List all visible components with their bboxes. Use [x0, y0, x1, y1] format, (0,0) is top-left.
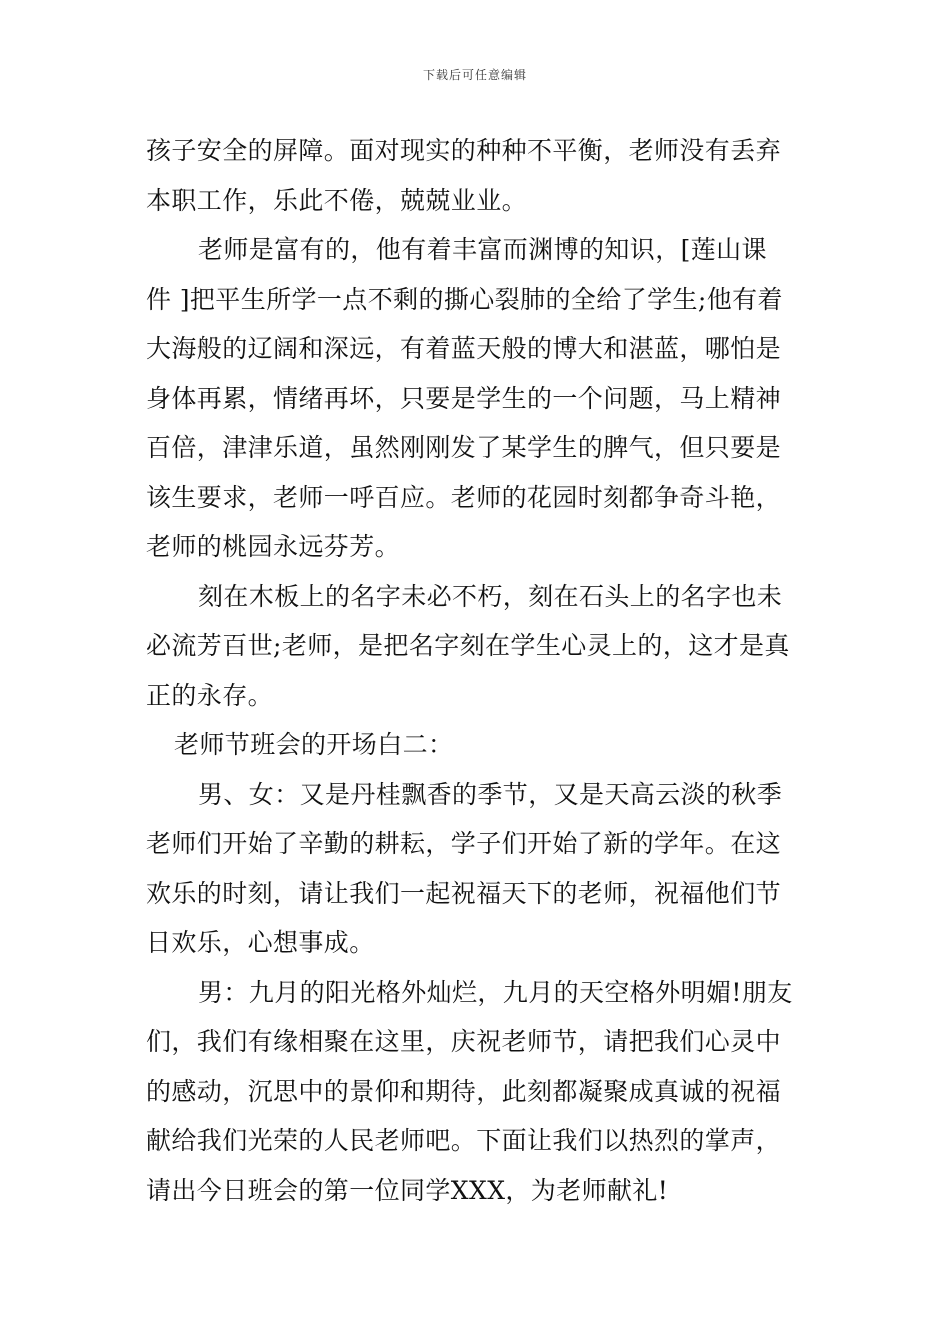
- text-line: 的感动，沉思中的景仰和期待，此刻都凝聚成真诚的祝福: [146, 1076, 782, 1106]
- text-line: 们，我们有缘相聚在这里，庆祝老师节，请把我们心灵中: [146, 1027, 782, 1056]
- text-line: 请出今日班会的第一位同学XXX，为老师献礼!: [146, 1175, 669, 1205]
- text-line: 件 ]把平生所学一点不剩的撕心裂肺的全给了学生;他有着: [146, 284, 783, 314]
- section-heading-line: 老师节班会的开场白二：: [174, 730, 454, 759]
- document-body: [146, 126, 808, 1215]
- text-line: 大海般的辽阔和深远，有着蓝天般的博大和湛蓝，哪怕是: [146, 334, 782, 363]
- text-line: 身体再累，情绪再坏，只要是学生的一个问题，马上精神: [146, 383, 782, 413]
- text-line: 老师的桃园永远芬芳。: [146, 532, 401, 561]
- text-line: 献给我们光荣的人民老师吧。下面让我们以热烈的掌声，: [146, 1126, 782, 1155]
- text-line: 老师们开始了辛勤的耕耘，学子们开始了新的学年。在这: [146, 829, 782, 858]
- text-line: 必流芳百世;老师，是把名字刻在学生心灵上的，这才是真: [146, 631, 790, 660]
- paragraph-start-line: 男、女：又是丹桂飘香的季节，又是天高云淡的秋季: [198, 779, 783, 809]
- text-line: 正的永存。: [146, 680, 274, 710]
- paragraph-start-line: 老师是富有的，他有着丰富而渊博的知识，[莲山课: [198, 235, 767, 264]
- text-line: 欢乐的时刻，请让我们一起祝福天下的老师，祝福他们节: [146, 878, 782, 908]
- text-line: 本职工作，乐此不倦，兢兢业业。: [146, 185, 528, 215]
- text-line: 百倍，津津乐道，虽然刚刚发了某学生的脾气，但只要是: [146, 433, 782, 462]
- text-line: 该生要求，老师一呼百应。老师的花园时刻都争奇斗艳，: [146, 482, 782, 512]
- paragraph-start-line: 刻在木板上的名字未必不朽，刻在石头上的名字也未: [198, 581, 783, 611]
- page-header-note: 下载后可任意编辑: [422, 68, 527, 82]
- text-line: 日欢乐，心想事成。: [146, 928, 375, 957]
- text-line: 孩子安全的屏障。面对现实的种种不平衡，老师没有丢弃: [146, 136, 782, 165]
- paragraph-start-line: 男：九月的阳光格外灿烂，九月的天空格外明媚!朋友: [198, 977, 793, 1007]
